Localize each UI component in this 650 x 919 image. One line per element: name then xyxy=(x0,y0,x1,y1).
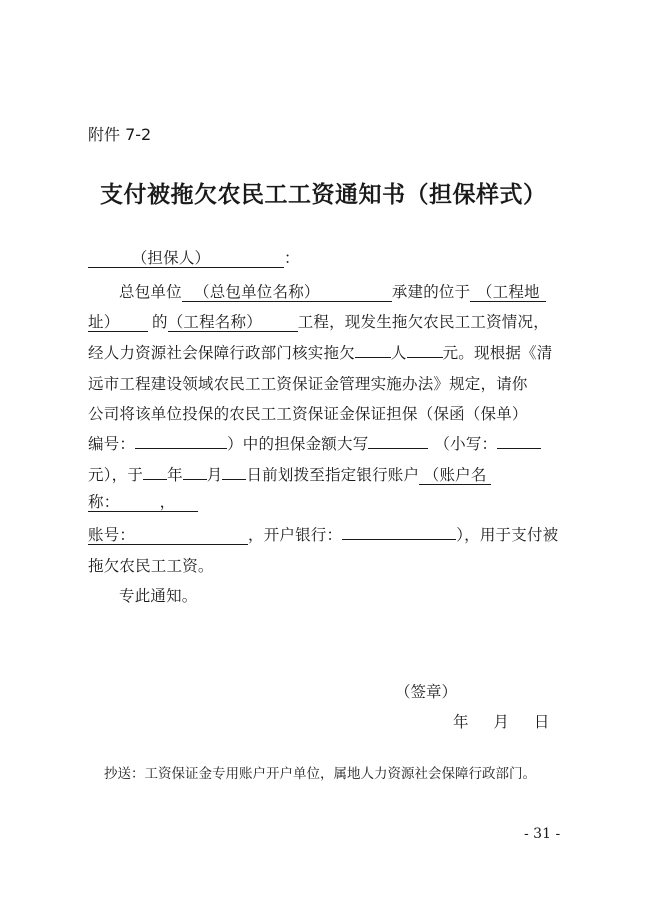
bank-blank xyxy=(342,524,456,540)
month-blank xyxy=(183,464,207,480)
month-label: 月 xyxy=(206,466,223,484)
contractor-placeholder: （总包单位名称） xyxy=(194,283,320,301)
yuan-by-text: 元），于 xyxy=(88,466,144,484)
body-line-5: 公司将该单位投保的农民工工资保证金保证担保（保函（保单） xyxy=(88,405,528,423)
account-number-blank xyxy=(88,527,248,545)
document-title: 支付被拖欠农民工工资通知书（担保样式） xyxy=(100,182,547,208)
account-name-cont: 称： xyxy=(88,493,112,511)
amount-owed-blank xyxy=(407,342,443,358)
transfer-text: 日前划拨至指定银行账户 xyxy=(246,466,420,484)
body-line-6 xyxy=(88,432,541,454)
body-line-10: 拖欠农民工工资。 xyxy=(88,557,214,575)
location-placeholder-1: （工程地 xyxy=(476,283,540,301)
located-at-text: 承建的位于 xyxy=(391,283,471,301)
verified-text: 经人力资源社会保障行政部门核实拖欠 xyxy=(88,344,355,362)
salutation-line xyxy=(88,246,300,268)
location-placeholder-2: 址） xyxy=(88,313,120,331)
people-count-blank xyxy=(355,342,391,358)
account-name-blank-1 xyxy=(419,467,491,485)
body-line-2 xyxy=(88,310,549,332)
purpose-text: ），用于支付被 xyxy=(456,526,559,544)
attachment-label: 附件 7-2 xyxy=(88,125,152,144)
body-line-8 xyxy=(88,493,198,512)
number-label: 编号： xyxy=(88,435,136,453)
day-blank xyxy=(222,464,246,480)
project-placeholder: （工程名称） xyxy=(167,313,262,331)
body-line-1 xyxy=(88,280,546,302)
body-line-4: 远市工程建设领域农民工工资保证金管理实施办法》规定，请你 xyxy=(88,375,528,393)
amount-lower-label: （小写： xyxy=(434,435,498,453)
salutation-colon: ： xyxy=(284,249,300,267)
project-blank xyxy=(168,314,298,332)
account-number-label: 账号： xyxy=(88,526,136,544)
amount-lower-blank xyxy=(497,433,541,449)
account-name-comma: ， xyxy=(159,493,176,511)
people-unit: 人 xyxy=(390,344,407,362)
guarantor-placeholder: （担保人） xyxy=(131,249,211,267)
contractor-blank xyxy=(182,284,392,302)
location-blank-2 xyxy=(88,314,148,332)
signature-seal: （签章） xyxy=(395,683,458,701)
year-label: 年 xyxy=(167,466,183,484)
account-name-blank-2 xyxy=(88,494,198,512)
page-number: - 31 - xyxy=(524,826,561,842)
body-line-3 xyxy=(88,341,553,363)
body-line-9 xyxy=(88,523,558,545)
of-text: 的 xyxy=(152,313,168,331)
bank-label: ，开户银行： xyxy=(248,526,343,544)
body-line-11: 专此通知。 xyxy=(119,587,198,605)
situation-text: 工程，现发生拖欠农民工工资情况， xyxy=(297,313,549,331)
body-line-7 xyxy=(88,463,491,485)
guarantee-number-blank xyxy=(135,433,227,449)
amount-upper-blank xyxy=(368,433,428,449)
amount-upper-label: ）中的担保金额大写 xyxy=(227,435,369,453)
yuan-according-text: 元。现根据《清 xyxy=(442,344,553,362)
location-blank-1 xyxy=(470,284,546,302)
account-name-placeholder: （账户名 xyxy=(423,466,487,484)
contractor-prefix: 总包单位 xyxy=(119,283,182,301)
cc-line: 抄送：工资保证金专用账户开户单位，属地人力资源社会保障行政部门。 xyxy=(104,766,536,782)
sign-date: 年 月 日 xyxy=(453,713,550,731)
guarantor-blank xyxy=(88,250,284,268)
year-blank xyxy=(143,464,167,480)
